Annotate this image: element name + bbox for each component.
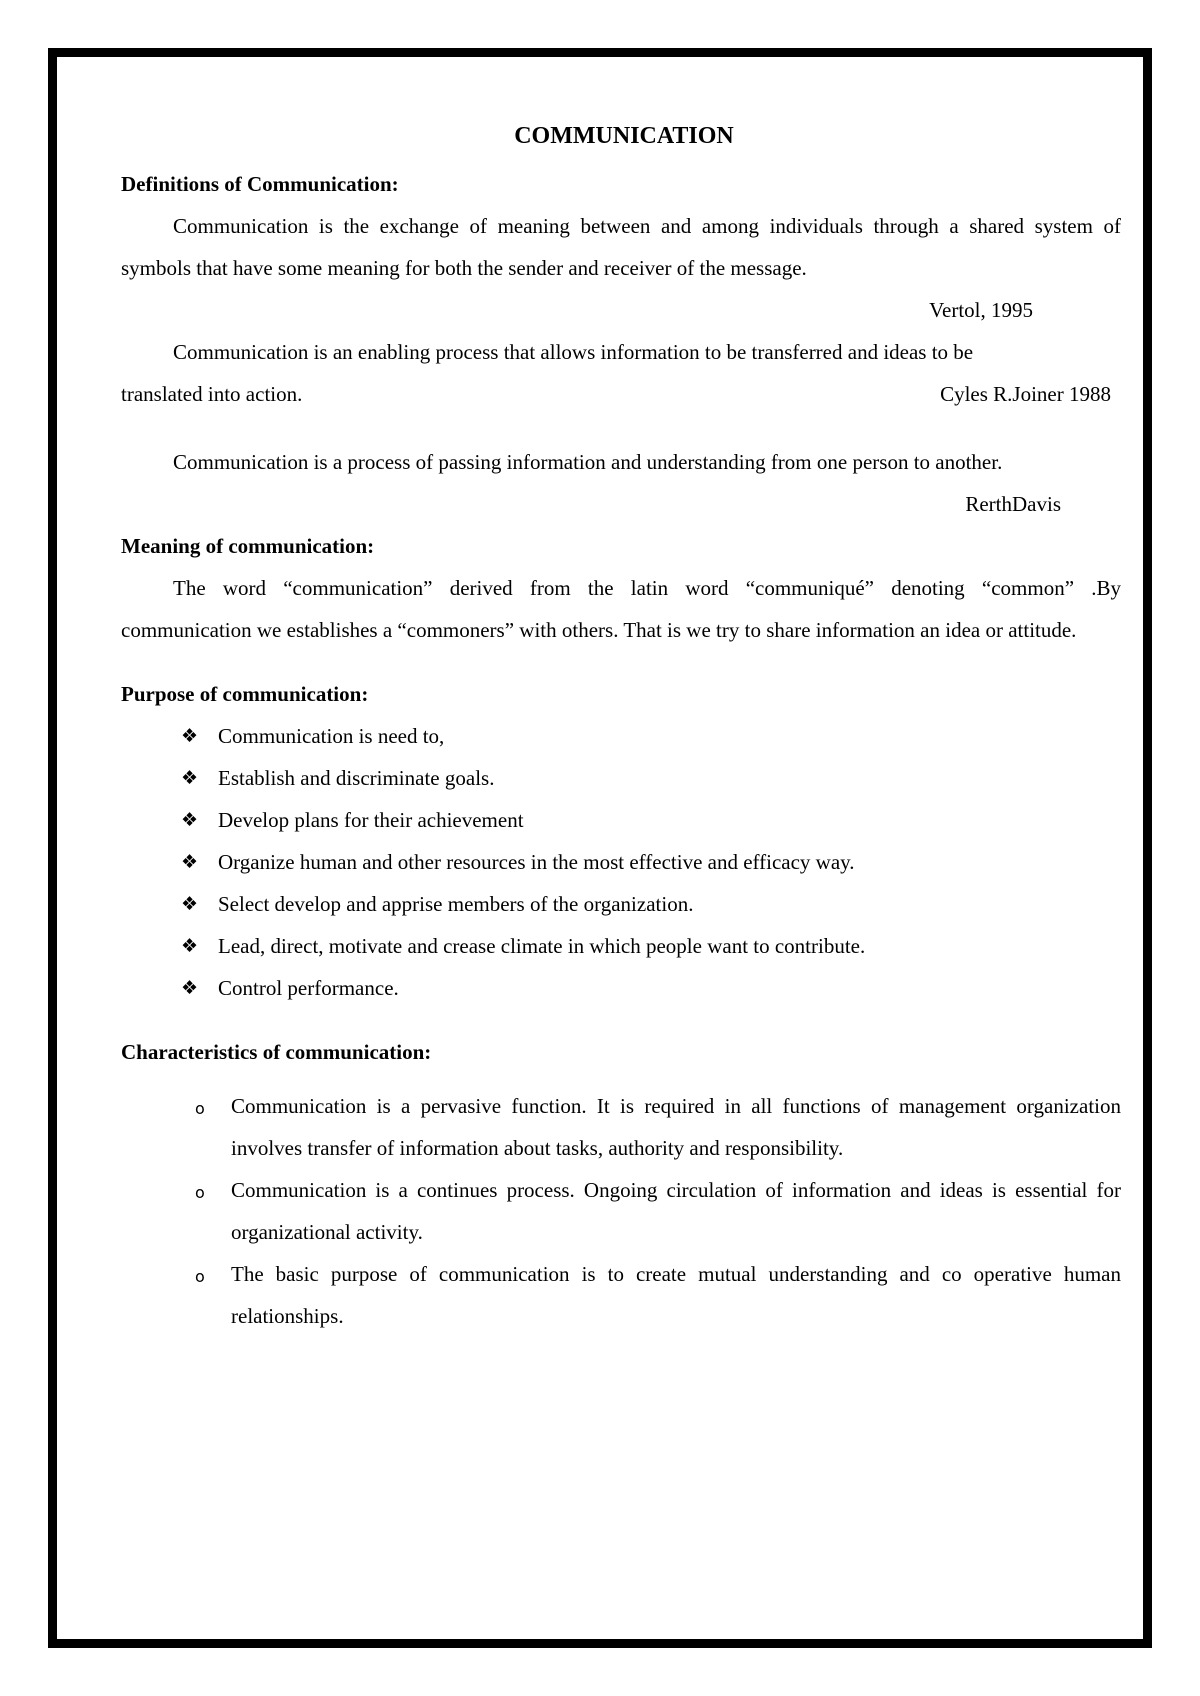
meaning-text: The word “communication” derived from the latin word “communiqué” denoting “common” .By communication we establishes a “commoners” with others. That is we try to share information an idea or attitude. (121, 576, 1121, 642)
list-item-text: Develop plans for their achievement (218, 808, 524, 832)
purpose-heading: Purpose of communication: (121, 682, 369, 706)
list-item (121, 799, 934, 841)
characteristics-list (121, 1085, 1121, 1337)
definition-3-citation: RerthDavis (965, 492, 1061, 516)
circle-bullet-icon: o (195, 1099, 205, 1118)
list-item (121, 757, 934, 799)
diamond-bullet-icon: ❖ (181, 977, 199, 999)
list-item (121, 883, 934, 925)
characteristics-heading: Characteristics of communication: (121, 1040, 432, 1064)
spacer (121, 651, 1121, 673)
definition-2-citation: Cyles R.Joiner 1988 (940, 382, 1111, 406)
diamond-bullet-icon: ❖ (181, 725, 199, 747)
definition-2: Communication is an enabling process that allows information to be transferred and ideas to be (173, 340, 974, 364)
definition-1-citation: Vertol, 1995 (929, 298, 1033, 322)
diamond-bullet-icon: ❖ (181, 809, 199, 831)
definition-3: Communication is a process of passing information and understanding from one person to another. (173, 450, 1003, 474)
list-item-text: Establish and discriminate goals. (218, 766, 495, 790)
definition-2-line-2 (121, 373, 1121, 415)
list-item (121, 1253, 1121, 1337)
list-item-text: Communication is a continues process. Ongoing circulation of information and ideas is essential for organizational activity. (231, 1178, 1121, 1244)
definition-2-continuation: translated into action. (121, 382, 303, 406)
circle-bullet-icon: o (195, 1267, 205, 1286)
purpose-list (121, 715, 1121, 1009)
list-item (121, 967, 934, 1009)
diamond-bullet-icon: ❖ (181, 851, 199, 873)
diamond-bullet-icon: ❖ (181, 935, 199, 957)
spacer (121, 1073, 1121, 1085)
list-item-text: Communication is a pervasive function. It is required in all functions of management organization involves transfer of information about tasks, authority and responsibility. (231, 1094, 1121, 1160)
document-body (121, 113, 1121, 1337)
meaning-heading: Meaning of communication: (121, 534, 375, 558)
list-item (121, 1169, 1121, 1253)
diamond-bullet-icon: ❖ (181, 767, 199, 789)
list-item (121, 715, 934, 757)
definition-1: Communication is the exchange of meaning between and among individuals through a shared system of symbols that have some meaning for both the sender and receiver of the message. (121, 214, 1121, 280)
list-item-text: The basic purpose of communication is to create mutual understanding and co operative human relationships. (231, 1262, 1121, 1328)
spacer (121, 1009, 1121, 1031)
definitions-heading: Definitions of Communication: (121, 172, 399, 196)
page-title: COMMUNICATION (514, 123, 734, 149)
list-item (121, 1085, 1121, 1169)
list-item (121, 841, 934, 883)
spacer (121, 415, 1121, 441)
list-item-text: Control performance. (218, 976, 399, 1000)
list-item-text: Lead, direct, motivate and crease climate in which people want to contribute. (218, 934, 866, 958)
list-item-text: Organize human and other resources in the most effective and efficacy way. (218, 850, 855, 874)
list-item-text: Communication is need to, (218, 724, 445, 748)
list-item-text: Select develop and apprise members of the organization. (218, 892, 694, 916)
diamond-bullet-icon: ❖ (181, 893, 199, 915)
list-item (121, 925, 934, 967)
circle-bullet-icon: o (195, 1183, 205, 1202)
